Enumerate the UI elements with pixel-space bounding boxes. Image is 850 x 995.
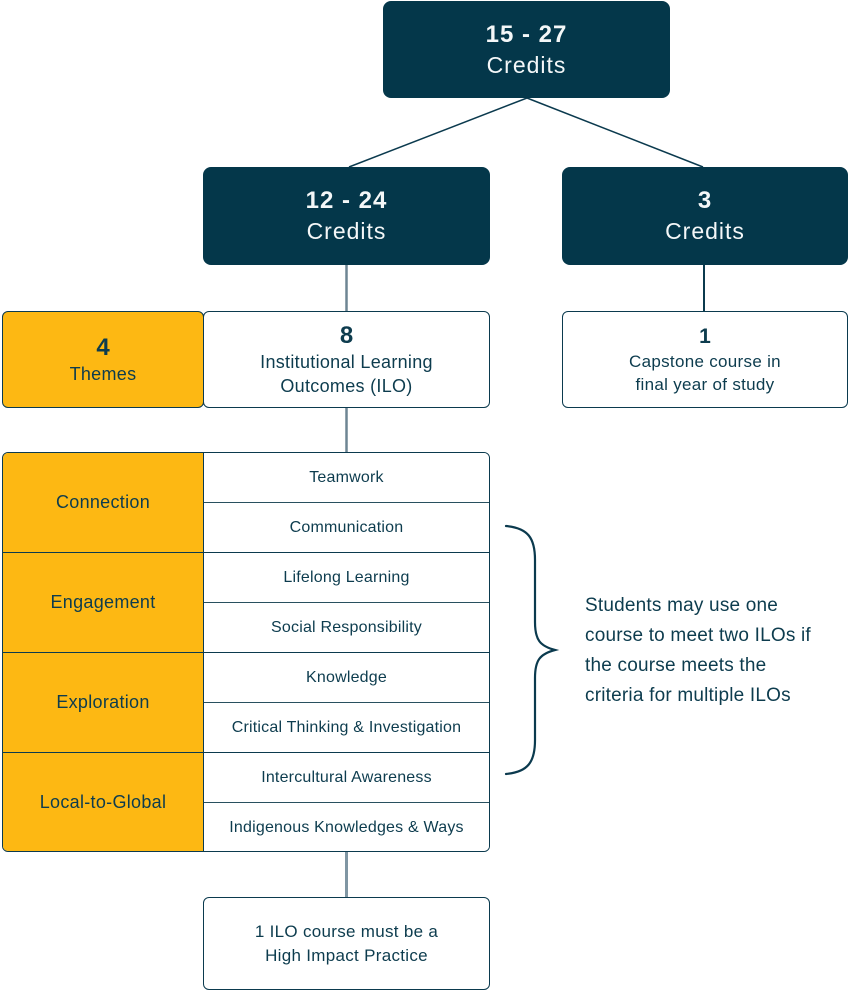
ilo-cell-critical-thinking: Critical Thinking & Investigation — [204, 703, 489, 752]
table-row-local-to-global — [3, 753, 489, 852]
connector-root-to-right — [527, 98, 703, 167]
root-credits-box — [383, 1, 670, 98]
capstone-branch-credits-value: 3 — [697, 187, 713, 214]
capstone-label-line2: final year of study — [635, 374, 775, 394]
ilo-cell-indigenous-knowledges: Indigenous Knowledges & Ways — [204, 803, 489, 852]
ilo-note-line3: the course meets the — [585, 655, 767, 676]
capstone-label-line1: Capstone course in — [629, 351, 781, 371]
connector-root-to-left — [349, 98, 527, 167]
theme-cell-connection: Connection — [3, 453, 204, 552]
themes-summary-value: 4 — [96, 333, 110, 361]
ilo-cell-teamwork: Teamwork — [204, 453, 489, 503]
root-credits-value: 15 - 27 — [485, 20, 568, 48]
ilo-note — [585, 591, 850, 711]
ilo-branch-credits-label: Credits — [306, 218, 387, 244]
ilo-note-line2: course to meet two ILOs if — [585, 625, 811, 646]
ilo-note-line1: Students may use one — [585, 595, 779, 616]
curly-brace-icon — [506, 526, 555, 774]
hip-label-line2: High Impact Practice — [265, 945, 428, 965]
theme-cell-exploration: Exploration — [3, 653, 204, 752]
capstone-branch-credits-box — [562, 167, 848, 265]
table-row-engagement — [3, 553, 489, 653]
theme-cell-engagement: Engagement — [3, 553, 204, 652]
hip-label-line1: 1 ILO course must be a — [254, 921, 439, 941]
ilo-cell-lifelong-learning: Lifelong Learning — [204, 553, 489, 603]
ilo-cell-communication: Communication — [204, 503, 489, 552]
high-impact-practice-box — [203, 897, 490, 990]
ilo-group-connection — [204, 453, 489, 552]
ilo-summary-label-line2: Outcomes (ILO) — [280, 375, 413, 396]
root-credits-label: Credits — [486, 51, 567, 78]
themes-summary-box — [2, 311, 204, 408]
ilo-group-engagement — [204, 553, 489, 652]
ilo-branch-credits-box — [203, 167, 490, 265]
capstone-box — [562, 311, 848, 408]
themes-summary-label: Themes — [69, 363, 137, 384]
ilo-summary-value: 8 — [339, 321, 354, 349]
ilo-note-line4: criteria for multiple ILOs — [585, 685, 791, 706]
capstone-value: 1 — [699, 324, 711, 348]
ilo-summary-box — [203, 311, 490, 408]
capstone-branch-credits-label: Credits — [665, 218, 745, 244]
ilo-cell-social-responsibility: Social Responsibility — [204, 603, 489, 652]
themes-ilo-table — [2, 452, 490, 852]
theme-cell-local-to-global: Local-to-Global — [3, 753, 204, 852]
ilo-cell-knowledge: Knowledge — [204, 653, 489, 703]
table-row-connection — [3, 453, 489, 553]
table-row-exploration — [3, 653, 489, 753]
ilo-cell-intercultural-awareness: Intercultural Awareness — [204, 753, 489, 803]
ilo-summary-label-line1: Institutional Learning — [260, 351, 433, 372]
ilo-group-local-to-global — [204, 753, 489, 852]
ilo-group-exploration — [204, 653, 489, 752]
ilo-branch-credits-value: 12 - 24 — [305, 187, 388, 214]
